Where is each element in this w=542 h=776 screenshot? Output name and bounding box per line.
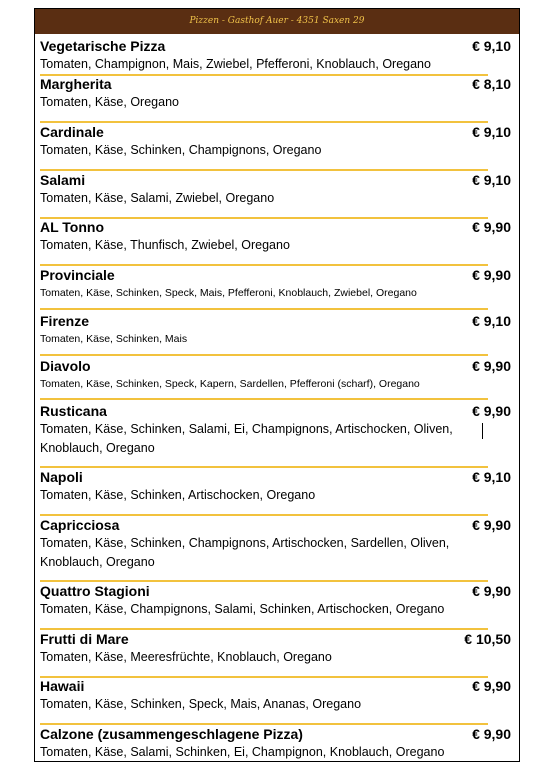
item-ingredients: Tomaten, Käse, Schinken, Salami, Ei, Champignons, Artischocken, Oliven, Knoblauch, Oregano bbox=[40, 422, 453, 455]
item-ingredients: Tomaten, Champignon, Mais, Zwiebel, Pfefferoni, Knoblauch, Oregano bbox=[40, 57, 431, 71]
divider bbox=[40, 466, 488, 468]
divider bbox=[40, 308, 488, 310]
divider bbox=[40, 723, 488, 725]
divider bbox=[40, 217, 488, 219]
item-price: € 9,10 bbox=[472, 172, 511, 188]
item-price: € 9,90 bbox=[472, 403, 511, 419]
item-name: Frutti di Mare bbox=[40, 631, 129, 647]
item-price: € 9,90 bbox=[472, 219, 511, 235]
item-price: € 9,90 bbox=[472, 583, 511, 599]
item-price: € 9,10 bbox=[472, 38, 511, 54]
item-price: € 8,10 bbox=[472, 76, 511, 92]
item-ingredients: Tomaten, Käse, Salami, Schinken, Ei, Champignon, Knoblauch, Oregano bbox=[40, 745, 445, 759]
item-ingredients: Tomaten, Käse, Meeresfrüchte, Knoblauch, Oregano bbox=[40, 650, 332, 664]
item-price: € 9,90 bbox=[472, 726, 511, 742]
item-name: Rusticana bbox=[40, 403, 107, 419]
item-name: Diavolo bbox=[40, 358, 91, 374]
item-ingredients: Tomaten, Käse, Champignons, Salami, Schinken, Artischocken, Oregano bbox=[40, 602, 445, 616]
item-ingredients: Tomaten, Käse, Schinken, Artischocken, Oregano bbox=[40, 488, 316, 502]
item-price: € 9,90 bbox=[472, 267, 511, 283]
item-price: € 9,10 bbox=[472, 124, 511, 140]
item-price: € 10,50 bbox=[464, 631, 511, 647]
item-name: AL Tonno bbox=[40, 219, 105, 235]
item-name: Firenze bbox=[40, 313, 90, 329]
item-name: Capricciosa bbox=[40, 517, 120, 533]
item-name: Napoli bbox=[40, 469, 83, 485]
divider bbox=[40, 398, 488, 400]
divider bbox=[40, 628, 488, 630]
item-ingredients: Tomaten, Käse, Schinken, Champignons, Artischocken, Sardellen, Oliven, Knoblauch, Oregano bbox=[40, 536, 450, 569]
item-ingredients: Tomaten, Käse, Salami, Zwiebel, Oregano bbox=[40, 191, 275, 205]
item-name: Quattro Stagioni bbox=[40, 583, 150, 599]
menu-header: Pizzen - Gasthof Auer - 4351 Saxen 29 bbox=[35, 9, 519, 34]
item-name: Vegetarische Pizza bbox=[40, 38, 166, 54]
divider bbox=[40, 169, 488, 171]
item-price: € 9,90 bbox=[472, 678, 511, 694]
divider bbox=[40, 264, 488, 266]
item-price: € 9,90 bbox=[472, 517, 511, 533]
item-name: Calzone (zusammengeschlagene Pizza) bbox=[40, 726, 303, 742]
item-price: € 9,90 bbox=[472, 358, 511, 374]
text-cursor bbox=[482, 423, 483, 439]
divider bbox=[40, 580, 488, 582]
item-name: Hawaii bbox=[40, 678, 85, 694]
item-ingredients: Tomaten, Käse, Schinken, Champignons, Oregano bbox=[40, 143, 322, 157]
divider bbox=[40, 676, 488, 678]
item-ingredients: Tomaten, Käse, Schinken, Speck, Mais, Ananas, Oregano bbox=[40, 697, 362, 711]
menu-sheet bbox=[34, 8, 520, 762]
divider bbox=[40, 354, 488, 356]
item-name: Provinciale bbox=[40, 267, 115, 283]
item-ingredients: Tomaten, Käse, Schinken, Mais bbox=[40, 333, 188, 345]
item-name: Margherita bbox=[40, 76, 112, 92]
item-name: Salami bbox=[40, 172, 86, 188]
item-ingredients: Tomaten, Käse, Schinken, Speck, Kapern, Sardellen, Pfefferoni (scharf), Oregano bbox=[40, 378, 420, 390]
item-price: € 9,10 bbox=[472, 469, 511, 485]
divider bbox=[40, 121, 488, 123]
item-ingredients: Tomaten, Käse, Schinken, Speck, Mais, Pfefferoni, Knoblauch, Zwiebel, Oregano bbox=[40, 287, 417, 299]
item-ingredients: Tomaten, Käse, Oregano bbox=[40, 95, 179, 109]
item-ingredients: Tomaten, Käse, Thunfisch, Zwiebel, Oregano bbox=[40, 238, 290, 252]
item-price: € 9,10 bbox=[472, 313, 511, 329]
divider bbox=[40, 514, 488, 516]
item-name: Cardinale bbox=[40, 124, 104, 140]
